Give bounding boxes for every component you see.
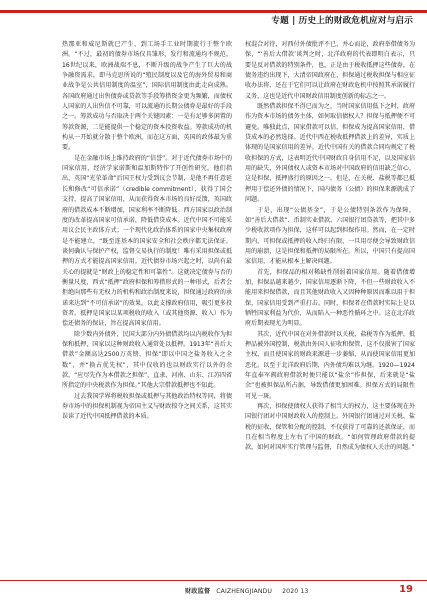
body-paragraph: 热那亚和威尼斯就已产生，到工场手工业时期流行于整个欧洲。“不过，最初的债券市场仅具雏形，发行和流通均不规范。16世纪以来，欧洲战端不息，不断升级的战争产生了巨大的战争融资需求，即马克思所说的“殖民制度以及它的海外贸易和商业战争是公共信用制度的温室”，国际信用制度由此走向成熟。各国政府通过出售债券或贷款等手段筹措资金更为频繁，而债权人国家的人出售信不可靠，可以流通的长期公债券是最好的手段之一。筹款成功与否取决于两个关键因素：一是有足够多闲置的筹款资源，二是能提供一个稳定的资本投资收益。筹款成功的机构从一开始就分散于整个欧洲，而在这方面，英国的政体最为重要。 bbox=[62, 41, 232, 152]
body-paragraph: 是在金融市场上维持政府的“信誉”。对于近代债券市场中的国家信用，经济学家诺斯和温加斯特作了开创性研究。他们指出，英国“光荣革命”后国王权力受到议会节制，是他不再任意延长和修改“可信承诺”（credible commitment），获得了国会支持，提高了国家信用，从而获得资本市场的良好反馈，英国政府的借款成本不断增加，国家利率不断降低。西方国家以政治制度的改革提高国家可信承诺，降低借贷成本。近代中国不可能采用议会民主政体方式；一个现代化政治体系的国家中央集权政府是不能建立，“既至连基本的国家安全和社会秩序都无法保证，谈何确认与保护产权，监督交易执行的制度！唯有采用担保或抵押的方式才能提高国家信用。近代债券市场兴起之时，以尚有最关心的提就是“财政上的稳定性和可靠性”。这就决定债券与否的衡量尺度，西式“抵押”政府担保和筹措形式的一种形式，后者会拒绝向那些有无权力的机构和政治制度来说，担保通过政府的承诺来达到“不可信承诺”的效果，以此支撑政府信用，吸引更多投资者。抵押是国家以某项税收的收入（或其他资源、收入）作为偿还债务的保证，旨在提高国家信用。 bbox=[62, 154, 232, 328]
footer-masthead bbox=[185, 586, 308, 595]
page-number: 19 bbox=[399, 584, 413, 595]
body-paragraph: 其次，近代中国在对外借款时以关税、盐税等作为抵押，抵押品被外国控制，税款由外国人征收和保管，这不仅损害了国家主权，而且使国家的财政来源进一步萎缩，从而使国家信用更加恶化。以至于北洋政府后期，内外债均难以为继。1920—1924年直奉军阀政府借款时便只能以“盐余”作担保，后来就是“盐余”也被担保品所占据，导致借债更加困难。担保方式的局限性可见一斑。 bbox=[245, 330, 415, 400]
body-paragraph: 除少数内外债外，民国大部分内外债借款均以内税收作为担保和抵押，国家以这种财政收入通常处以抵押。1913年“善后大借款”金额高达2500万英镑，担保“即以中国之盐务收入之全数”，并“换占优先权”，其中仅收的也以财政实行以外的余款，“应尽先作为本借款之担保”，直隶、河南、山东、江苏四省所指定的中央税款作为担保。”其他大宗借款抵押也不知此。 bbox=[62, 330, 232, 390]
body-paragraph: 首先，担保品的相对稀缺性削弱着国家信用。随着借债增加，担保品越来越少，国家信用逐渐下降，不但一些财政收入不能用来担保借款，而且其他财政收入又因种种原因而难以用于担保，国家信用受到严重打击。同时，担保者在借款时实际上是以牺牲国家利益为代价，从而陷入一种恶性循环之中。这在北洋政府后期表现尤为明显。 bbox=[245, 268, 415, 328]
section-header: 专题 | 历史上的财政危机应对与启示 bbox=[271, 16, 413, 26]
body-paragraph: 再次，担保使债权人获得了相当大的权力，这主要体现在外国银行团对中国财政收入的控制上。外国银行团通过对关税、盐税的征收、保管和分配的控制，不仅获得了可靠的还款保证，而且在相当程度上左右了中国的财政。“如何管理政府借款的提款，如何对国库实行管理与监督，自然成为债权人关注的问题。” bbox=[245, 403, 415, 452]
header-accent-bar bbox=[0, 10, 427, 13]
issue-number: 2020 13 bbox=[282, 588, 309, 595]
magazine-pinyin: CAIZHENGJIANDU bbox=[216, 588, 273, 595]
body-paragraph: 权混合对待，对西付外债批评不已，并心而论，政府举借债务为保，“‘善后大借款’谈判之时，北洋政府的代表即明白表示，只要是反对借款的特别条件，也，正是由于税收抵押这些债券，在债务违约出现下，大清帝国政府在，担保通过税收担保与相应征收办法将，还在于它们可以让政府在财政危机中按照其承诺履行义务，这也是近代中国财政信用制度创新的标志之一。 bbox=[245, 41, 415, 100]
footer-accent-bar bbox=[0, 580, 427, 581]
right-text-column bbox=[245, 40, 415, 454]
body-paragraph: 于是，出现“公债基金”，于是公债特别条款作为保障，如“善后大借款”、币制实业借款、六国银行团贷款等，把其中多少税收款项作为担保，这样可以起到担保作用。然而，在一定时期内，可担保或抵押的收入终归有限，一旦用尽便会导致财政信用的崩溃，这是担保和抵押的局限所在。所以，中国只有提高国家信用，才能从根本上解决问题。 bbox=[245, 206, 415, 266]
body-paragraph: 过去我国学界将税收担保或抵押与其他政治特权等同，将债券市场中的担保机制视为帝国主义与财政掠夺之间关系，这其实误读了近代中国抵押借款的本质。 bbox=[62, 392, 232, 421]
magazine-title: 财政监督 bbox=[185, 588, 211, 595]
body-paragraph: 既然借款担保不得已而为之，当时国家信用低下之时，政府作为资本市场的债务主体，如何取信债权人？担保与抵押便不可避免。唯独此点，国家借款可以信，担保成为提高国家信用，借贷成本的必然选择。近代中西在税收抵押借款上的差异，实质上体现的是国家信用的差异。近代中国有关的借款合同均规定了税收担保的方式，这表明近代中国财政自身信用不足，以及国家信用的缺失，外国债权人或资本市场对中国政府的信用缺乏信心，这是担保、抵押盛行的原因之一。但是，在关税、盐税等都已抵押用于偿还外债的情况下，国内债务（公债）的担保来源就成了问题。 bbox=[245, 103, 415, 204]
left-text-column bbox=[62, 40, 232, 423]
